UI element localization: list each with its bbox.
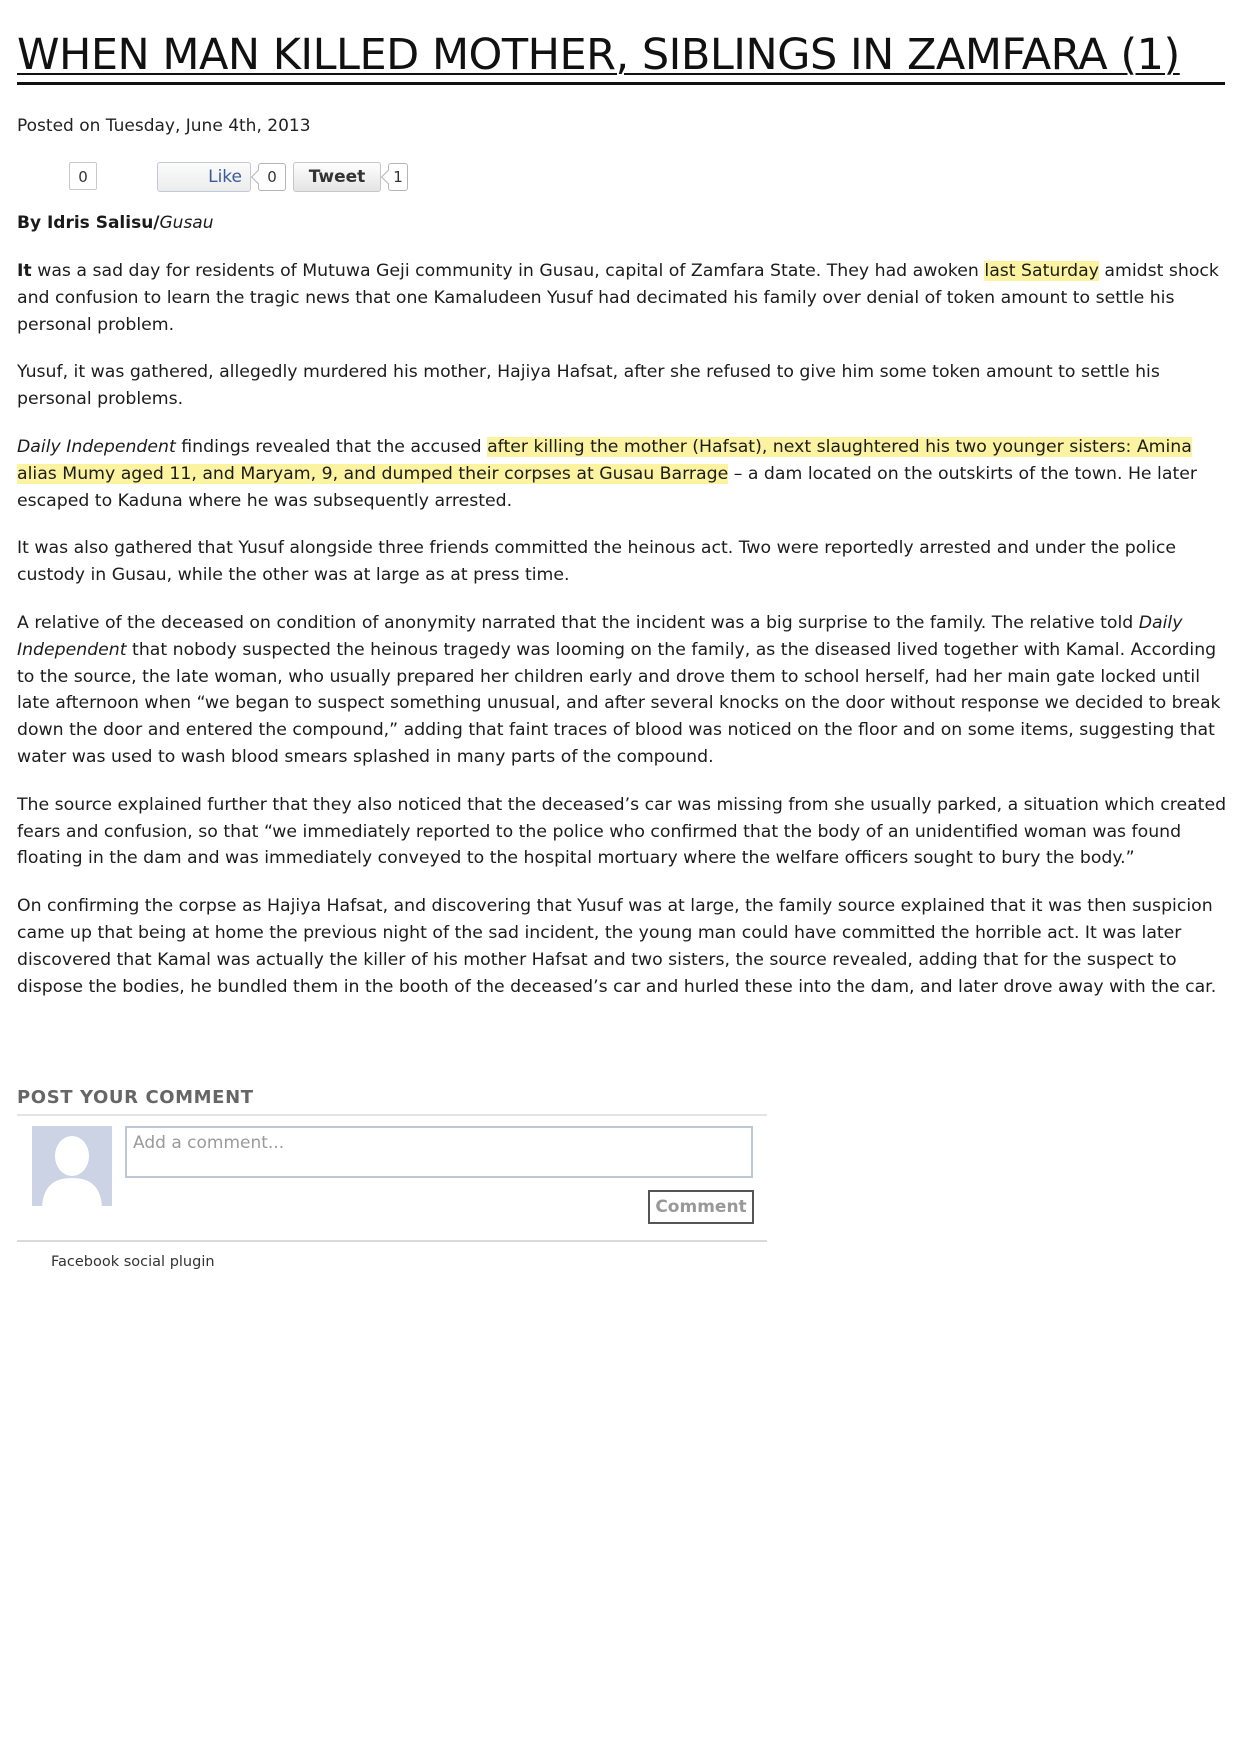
tweet-count: 1 [388, 163, 408, 191]
paragraph-text: A relative of the deceased on condition of anonymity narrated that the incident was a big surprise to the family. The relative told [17, 612, 1139, 633]
like-count: 0 [258, 163, 286, 191]
like-button[interactable] [157, 162, 251, 192]
paragraph-2: Yusuf, it was gathered, allegedly murdered his mother, Hajiya Hafsat, after she refused to give him some token amount to settle his personal problems. [17, 362, 1160, 410]
page-title [17, 28, 1225, 85]
paragraph-text: findings revealed that the accused [175, 436, 488, 457]
paragraph-1 [17, 258, 1229, 338]
article-body [17, 258, 1229, 1021]
lead-word: It [17, 261, 32, 281]
highlight: last Saturday [984, 261, 1099, 281]
byline-author: By Idris Salisu/ [17, 213, 160, 233]
avatar [32, 1126, 112, 1206]
like-label: Like [208, 167, 242, 187]
paragraph-6: The source explained further that they also noticed that the deceased’s car was missing from she usually parked, a situation which created fears and confusion, so that “we immediately reported to the police who confirmed that the body of an unidentified woman was found floating in the dam and was immediately conveyed to the hospital mortuary where the welfare officers sought to bury the body.” [17, 794, 1227, 869]
divider [17, 1240, 767, 1242]
share-count: 0 [69, 162, 97, 190]
post-date: Posted on Tuesday, June 4th, 2013 [17, 116, 311, 136]
comment-button[interactable]: Comment [648, 1190, 754, 1224]
social-share-bar [17, 162, 617, 194]
paragraph-7: On confirming the corpse as Hajiya Hafsat, and discovering that Yusuf was at large, the family source explained that it was then suspicion came up that being at home the previous night of the sad incident, the young man could have committed the horrible act. It was later discovered that Kamal was actually the killer of his mother Hafsat and two sisters, the source revealed, adding that for the suspect to dispose the bodies, he bundled them in the booth of the deceased’s car and hurled these into the dam, and later drove away with the car. [17, 896, 1217, 997]
paragraph-4: It was also gathered that Yusuf alongside three friends committed the heinous act. Two were reportedly arrested and under the police custody in Gusau, while the other was at large as at press time. [17, 538, 1177, 586]
paragraph-text: – a dam located on the outskirts of the town. He later escaped to Kaduna where he was subsequently arrested. [17, 463, 1197, 511]
tweet-label: Tweet [308, 167, 366, 187]
paragraph-text: amidst shock and confusion to learn the tragic news that one Kamaludeen Yusuf had decimated his family over denial of token amount to settle his personal problem. [17, 261, 1219, 335]
page-title-text: WHEN MAN KILLED MOTHER, SIBLINGS IN ZAMFARA (1) [17, 30, 1180, 80]
publication-name: Daily Independent [17, 612, 1183, 660]
comment-input[interactable] [125, 1126, 753, 1178]
comment-placeholder: Add a comment... [133, 1133, 285, 1153]
facebook-plugin-link[interactable]: Facebook social plugin [51, 1254, 215, 1270]
comment-heading: POST YOUR COMMENT [17, 1087, 767, 1116]
paragraph-5 [17, 610, 1229, 771]
byline-location: Gusau [159, 213, 214, 233]
publication-name: Daily Independent [17, 436, 176, 457]
paragraph-text: was a sad day for residents of Mutuwa Geji community in Gusau, capital of Zamfara State. They had awoken [31, 261, 985, 281]
paragraph-text: that nobody suspected the heinous tragedy was looming on the family, as the diseased lived together with Kamal. According to the source, the late woman, who usually prepared her children early and drove them to school herself, had her main gate locked until late afternoon when “we began to suspect something unusual, and after several knocks on the door without response we decided to break down the door and entered the compound,” adding that faint traces of blood was noticed on the floor and on some items, suggesting that water was used to wash blood smears splashed in many parts of the compound. [17, 639, 1221, 767]
user-silhouette-icon [32, 1126, 112, 1206]
tweet-button[interactable] [293, 162, 381, 192]
byline [17, 213, 214, 233]
paragraph-3 [17, 434, 1229, 514]
highlight: after killing the mother (Hafsat), next slaughtered his two younger sisters: Amina alias Mumy aged 11, and Maryam, 9, and dumped their corpses at Gusau Barrage [17, 436, 1192, 484]
